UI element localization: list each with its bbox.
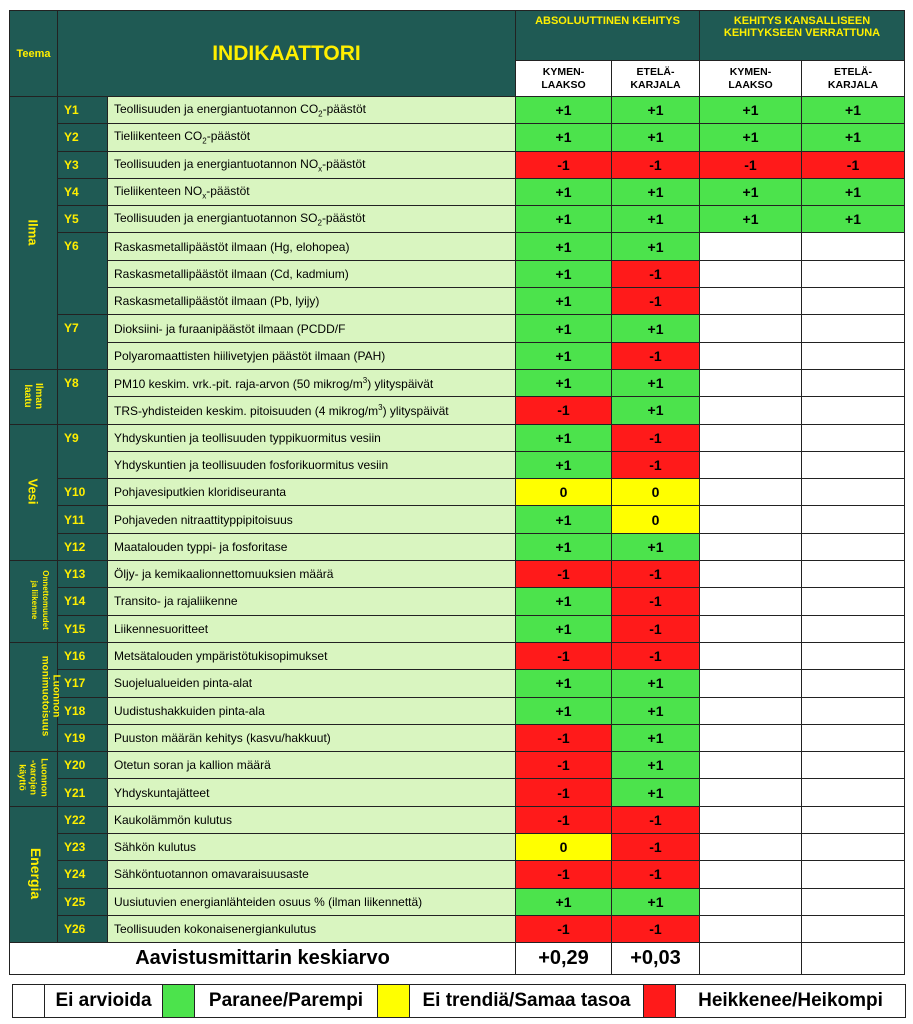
table-row <box>10 506 905 533</box>
table-row <box>10 206 905 233</box>
value-cell-etela-karjala-absolute: -1 <box>612 342 700 369</box>
theme-label: käyttö <box>17 764 28 792</box>
value-cell-etela-karjala-absolute: +1 <box>612 888 700 915</box>
indicator-description: Puuston määrän kehitys (kasvu/hakkuut) <box>108 724 516 751</box>
value-cell-kymenlaakso-national <box>700 697 802 724</box>
value-cell-etela-karjala-national: +1 <box>802 97 905 124</box>
indicator-code: Y16 <box>58 642 108 669</box>
indicator-description: Raskasmetallipäästöt ilmaan (Pb, lyijy) <box>108 288 516 315</box>
table-row <box>10 97 905 124</box>
value-cell-kymenlaakso-national <box>700 615 802 642</box>
value-cell-etela-karjala-national <box>802 806 905 833</box>
indicator-description: Sähköntuotannon omavaraisuusaste <box>108 861 516 888</box>
column-kymenlaakso-absolute: KYMEN- LAAKSO <box>516 61 612 97</box>
table-row <box>10 260 905 287</box>
indicator-description: PM10 keskim. vrk.-pit. raja-arvon (50 mikrog/$m^3$) ylityspäivät <box>108 369 516 396</box>
theme-label: laatu <box>22 384 34 408</box>
value-cell-kymenlaakso-absolute: +1 <box>516 315 612 342</box>
legend-swatch-white <box>13 985 45 1018</box>
value-cell-etela-karjala-absolute: +1 <box>612 752 700 779</box>
value-cell-kymenlaakso-absolute: +1 <box>516 288 612 315</box>
column-etela-karjala-national: ETELÄ- KARJALA <box>802 61 905 97</box>
indicator-code: Y13 <box>58 561 108 588</box>
value-cell-kymenlaakso-national <box>700 424 802 451</box>
value-cell-etela-karjala-national <box>802 315 905 342</box>
average-empty-cell <box>802 943 905 975</box>
indicator-code: Y24 <box>58 861 108 888</box>
table-row <box>10 861 905 888</box>
table-row <box>10 915 905 942</box>
value-cell-kymenlaakso-national <box>700 397 802 424</box>
indicator-code: Y18 <box>58 697 108 724</box>
indicator-description: Teollisuuden ja energiantuotannon $CO_2$-päästöt <box>108 97 516 124</box>
indicator-code: Y5 <box>58 206 108 233</box>
indicator-code: Y19 <box>58 724 108 751</box>
value-cell-kymenlaakso-national <box>700 533 802 560</box>
indicator-code: Y7 <box>58 315 108 370</box>
theme-luonnon-monimuotoisuus <box>10 642 62 751</box>
value-cell-etela-karjala-absolute: -1 <box>612 561 700 588</box>
indikaattori-header: INDIKAATTORI <box>58 11 516 97</box>
indicator-code: Y20 <box>58 752 108 779</box>
value-cell-etela-karjala-national <box>802 779 905 806</box>
value-cell-kymenlaakso-absolute: +1 <box>516 506 612 533</box>
indicator-description: Teollisuuden ja energiantuotannon $NO_x$-päästöt <box>108 151 516 178</box>
value-cell-etela-karjala-absolute: -1 <box>612 615 700 642</box>
value-cell-kymenlaakso-national <box>700 670 802 697</box>
indicator-description: Raskasmetallipäästöt ilmaan (Hg, elohopea) <box>108 233 516 260</box>
value-cell-kymenlaakso-national <box>700 888 802 915</box>
indicator-description: Maatalouden typpi- ja fosforitase <box>108 533 516 560</box>
value-cell-kymenlaakso-national <box>700 506 802 533</box>
value-cell-kymenlaakso-national <box>700 861 802 888</box>
table-row <box>10 834 905 861</box>
indicator-code: Y6 <box>58 233 108 315</box>
value-cell-kymenlaakso-national <box>700 315 802 342</box>
value-cell-etela-karjala-national <box>802 642 905 669</box>
table-row <box>10 670 905 697</box>
indicator-description: Teollisuuden ja energiantuotannon $SO_2$-päästöt <box>108 206 516 233</box>
indicator-description: Teollisuuden kokonaisenergiankulutus <box>108 915 516 942</box>
indicator-description: Öljy- ja kemikaalionnettomuuksien määrä <box>108 561 516 588</box>
value-cell-kymenlaakso-national <box>700 451 802 478</box>
theme-ilman-laatu <box>10 369 58 424</box>
value-cell-etela-karjala-national <box>802 479 905 506</box>
value-cell-etela-karjala-absolute: +1 <box>612 724 700 751</box>
column-kymenlaakso-national: KYMEN- LAAKSO <box>700 61 802 97</box>
indicator-description: Tieliikenteen $NO_x$-päästöt <box>108 178 516 205</box>
value-cell-etela-karjala-national <box>802 342 905 369</box>
value-cell-etela-karjala-absolute: +1 <box>612 533 700 560</box>
value-cell-kymenlaakso-national <box>700 724 802 751</box>
value-cell-kymenlaakso-absolute: -1 <box>516 724 612 751</box>
value-cell-kymenlaakso-absolute: -1 <box>516 752 612 779</box>
value-cell-kymenlaakso-absolute: -1 <box>516 151 612 178</box>
value-cell-etela-karjala-national <box>802 915 905 942</box>
indicator-table-container <box>9 10 904 975</box>
indicator-description: Uudistushakkuiden pinta-ala <box>108 697 516 724</box>
average-etela-karjala: +0,03 <box>612 943 700 975</box>
indicator-table <box>9 10 905 975</box>
value-cell-kymenlaakso-absolute: +1 <box>516 533 612 560</box>
indicator-code: Y14 <box>58 588 108 615</box>
indicator-description: Yhdyskuntajätteet <box>108 779 516 806</box>
indicator-description: Pohjaveden nitraattityppipitoisuus <box>108 506 516 533</box>
indicator-code: Y2 <box>58 124 108 151</box>
table-row <box>10 888 905 915</box>
table-row <box>10 233 905 260</box>
value-cell-kymenlaakso-absolute: +1 <box>516 588 612 615</box>
indicator-description: Pohjavesiputkien kloridiseuranta <box>108 479 516 506</box>
value-cell-kymenlaakso-national <box>700 479 802 506</box>
value-cell-kymenlaakso-national <box>700 806 802 833</box>
value-cell-etela-karjala-absolute: -1 <box>612 642 700 669</box>
value-cell-etela-karjala-national <box>802 670 905 697</box>
value-cell-etela-karjala-absolute: +1 <box>612 397 700 424</box>
indicator-code: Y17 <box>58 670 108 697</box>
value-cell-kymenlaakso-national <box>700 288 802 315</box>
theme-onnettomuudet <box>10 561 58 643</box>
value-cell-etela-karjala-absolute: +1 <box>612 206 700 233</box>
value-cell-kymenlaakso-absolute: +1 <box>516 670 612 697</box>
value-cell-kymenlaakso-absolute: 0 <box>516 834 612 861</box>
value-cell-etela-karjala-national: +1 <box>802 124 905 151</box>
value-cell-kymenlaakso-absolute: +1 <box>516 697 612 724</box>
legend-swatch-yellow <box>378 985 410 1018</box>
value-cell-etela-karjala-national: +1 <box>802 178 905 205</box>
theme-label: Vesi <box>26 478 41 505</box>
indicator-code: Y12 <box>58 533 108 560</box>
value-cell-kymenlaakso-absolute: +1 <box>516 615 612 642</box>
value-cell-kymenlaakso-absolute: +1 <box>516 97 612 124</box>
table-row <box>10 642 905 669</box>
indicator-description: Polyaromaattisten hiilivetyjen päästöt ilmaan (PAH) <box>108 342 516 369</box>
value-cell-kymenlaakso-absolute: -1 <box>516 861 612 888</box>
indicator-code: Y10 <box>58 479 108 506</box>
average-label: Aavistusmittarin keskiarvo <box>10 943 516 975</box>
average-empty-cell <box>700 943 802 975</box>
table-row <box>10 779 905 806</box>
value-cell-kymenlaakso-absolute: +1 <box>516 260 612 287</box>
theme-energia <box>10 806 58 942</box>
value-cell-etela-karjala-absolute: -1 <box>612 588 700 615</box>
table-row <box>10 561 905 588</box>
table-row <box>10 342 905 369</box>
legend-swatch-red <box>644 985 676 1018</box>
value-cell-etela-karjala-national <box>802 288 905 315</box>
legend-improving: Paranee/Parempi <box>195 985 378 1018</box>
legend <box>12 984 906 1018</box>
value-cell-kymenlaakso-national: +1 <box>700 178 802 205</box>
national-comparison-header: KEHITYS KANSALLISEEN KEHITYKSEEN VERRATTUNA <box>700 11 905 61</box>
value-cell-etela-karjala-absolute: +1 <box>612 779 700 806</box>
value-cell-etela-karjala-absolute: +1 <box>612 697 700 724</box>
value-cell-etela-karjala-absolute: -1 <box>612 861 700 888</box>
value-cell-kymenlaakso-national <box>700 642 802 669</box>
table-row <box>10 124 905 151</box>
value-cell-kymenlaakso-national <box>700 233 802 260</box>
theme-label: Luonnon <box>39 758 50 798</box>
theme-label: Ilman <box>33 382 45 409</box>
theme-label: Energia <box>28 848 45 900</box>
column-etela-karjala-absolute: ETELÄ- KARJALA <box>612 61 700 97</box>
value-cell-etela-karjala-absolute: -1 <box>612 451 700 478</box>
value-cell-kymenlaakso-national <box>700 779 802 806</box>
indicator-description: Kaukolämmön kulutus <box>108 806 516 833</box>
value-cell-etela-karjala-national <box>802 506 905 533</box>
value-cell-etela-karjala-national <box>802 260 905 287</box>
value-cell-kymenlaakso-absolute: +1 <box>516 424 612 451</box>
indicator-code: Y21 <box>58 779 108 806</box>
value-cell-kymenlaakso-absolute: -1 <box>516 915 612 942</box>
indicator-description: Suojelualueiden pinta-alat <box>108 670 516 697</box>
indicator-description: Raskasmetallipäästöt ilmaan (Cd, kadmium) <box>108 260 516 287</box>
value-cell-etela-karjala-national <box>802 533 905 560</box>
theme-label: monimuotoisuus <box>39 655 51 737</box>
value-cell-etela-karjala-absolute: 0 <box>612 506 700 533</box>
value-cell-etela-karjala-national <box>802 724 905 751</box>
indicator-description: Transito- ja rajaliikenne <box>108 588 516 615</box>
value-cell-etela-karjala-absolute: -1 <box>612 806 700 833</box>
table-row <box>10 315 905 342</box>
indicator-description: Yhdyskuntien ja teollisuuden fosforikuormitus vesiin <box>108 451 516 478</box>
value-cell-kymenlaakso-absolute: -1 <box>516 642 612 669</box>
value-cell-kymenlaakso-national <box>700 260 802 287</box>
table-row <box>10 615 905 642</box>
indicator-description: Metsätalouden ympäristötukisopimukset <box>108 642 516 669</box>
value-cell-kymenlaakso-national: +1 <box>700 97 802 124</box>
value-cell-etela-karjala-absolute: -1 <box>612 915 700 942</box>
value-cell-kymenlaakso-absolute: +1 <box>516 342 612 369</box>
value-cell-kymenlaakso-national: +1 <box>700 124 802 151</box>
value-cell-etela-karjala-national <box>802 397 905 424</box>
value-cell-kymenlaakso-absolute: +1 <box>516 206 612 233</box>
table-row <box>10 178 905 205</box>
value-cell-kymenlaakso-national <box>700 752 802 779</box>
value-cell-etela-karjala-absolute: -1 <box>612 424 700 451</box>
value-cell-etela-karjala-national <box>802 888 905 915</box>
value-cell-kymenlaakso-absolute: -1 <box>516 806 612 833</box>
value-cell-etela-karjala-national: +1 <box>802 206 905 233</box>
indicator-description: Otetun soran ja kallion määrä <box>108 752 516 779</box>
value-cell-etela-karjala-national <box>802 561 905 588</box>
value-cell-kymenlaakso-national <box>700 834 802 861</box>
value-cell-etela-karjala-national <box>802 424 905 451</box>
value-cell-kymenlaakso-national <box>700 369 802 396</box>
value-cell-kymenlaakso-absolute: -1 <box>516 561 612 588</box>
theme-label: Onnettomuudet <box>40 570 50 631</box>
legend-not-evaluated: Ei arvioida <box>45 985 163 1018</box>
teema-header: Teema <box>10 11 58 97</box>
theme-label: -varojen <box>28 760 39 796</box>
value-cell-etela-karjala-absolute: +1 <box>612 369 700 396</box>
value-cell-etela-karjala-absolute: +1 <box>612 97 700 124</box>
value-cell-etela-karjala-national <box>802 588 905 615</box>
legend-worsening: Heikkenee/Heikompi <box>676 985 906 1018</box>
value-cell-etela-karjala-absolute: -1 <box>612 834 700 861</box>
value-cell-etela-karjala-absolute: +1 <box>612 124 700 151</box>
indicator-description: Liikennesuoritteet <box>108 615 516 642</box>
table-row <box>10 451 905 478</box>
theme-ilma <box>10 97 58 370</box>
value-cell-etela-karjala-national <box>802 752 905 779</box>
table-row <box>10 288 905 315</box>
table-row <box>10 479 905 506</box>
theme-label: Luonnon <box>50 674 62 718</box>
table-row <box>10 806 905 833</box>
value-cell-etela-karjala-national <box>802 615 905 642</box>
indicator-code: Y22 <box>58 806 108 833</box>
value-cell-kymenlaakso-absolute: -1 <box>516 397 612 424</box>
indicator-description: Tieliikenteen $CO_2$-päästöt <box>108 124 516 151</box>
indicator-code: Y15 <box>58 615 108 642</box>
value-cell-kymenlaakso-national <box>700 588 802 615</box>
value-cell-etela-karjala-absolute: +1 <box>612 670 700 697</box>
table-row <box>10 424 905 451</box>
table-row <box>10 533 905 560</box>
value-cell-etela-karjala-absolute: 0 <box>612 479 700 506</box>
average-kymenlaakso: +0,29 <box>516 943 612 975</box>
value-cell-kymenlaakso-absolute: -1 <box>516 779 612 806</box>
indicator-code: Y8 <box>58 369 108 424</box>
value-cell-etela-karjala-national <box>802 861 905 888</box>
value-cell-kymenlaakso-absolute: 0 <box>516 479 612 506</box>
table-row <box>10 397 905 424</box>
absolute-development-header: ABSOLUUTTINEN KEHITYS <box>516 11 700 61</box>
value-cell-kymenlaakso-absolute: +1 <box>516 451 612 478</box>
table-row <box>10 369 905 396</box>
table-row <box>10 151 905 178</box>
indicator-description: Yhdyskuntien ja teollisuuden typpikuormitus vesiin <box>108 424 516 451</box>
legend-no-trend: Ei trendiä/Samaa tasoa <box>410 985 644 1018</box>
value-cell-kymenlaakso-national <box>700 915 802 942</box>
table-row <box>10 752 905 779</box>
indicator-code: Y11 <box>58 506 108 533</box>
value-cell-kymenlaakso-absolute: +1 <box>516 178 612 205</box>
value-cell-kymenlaakso-absolute: +1 <box>516 124 612 151</box>
indicator-code: Y23 <box>58 834 108 861</box>
value-cell-etela-karjala-national <box>802 697 905 724</box>
indicator-code: Y26 <box>58 915 108 942</box>
legend-swatch-green <box>163 985 195 1018</box>
value-cell-kymenlaakso-absolute: +1 <box>516 888 612 915</box>
value-cell-kymenlaakso-national <box>700 561 802 588</box>
indicator-code: Y1 <box>58 97 108 124</box>
indicator-code: Y4 <box>58 178 108 205</box>
indicator-description: TRS-yhdisteiden keskim. pitoisuuden (4 mikrog/$m^3$) ylityspäivät <box>108 397 516 424</box>
value-cell-etela-karjala-national <box>802 451 905 478</box>
value-cell-kymenlaakso-national: -1 <box>700 151 802 178</box>
table-row <box>10 588 905 615</box>
value-cell-kymenlaakso-national <box>700 342 802 369</box>
indicator-code: Y25 <box>58 888 108 915</box>
indicator-description: Dioksiini- ja furaanipäästöt ilmaan (PCDD/F <box>108 315 516 342</box>
value-cell-kymenlaakso-absolute: +1 <box>516 233 612 260</box>
value-cell-etela-karjala-absolute: -1 <box>612 260 700 287</box>
value-cell-etela-karjala-national: -1 <box>802 151 905 178</box>
value-cell-kymenlaakso-absolute: +1 <box>516 369 612 396</box>
value-cell-etela-karjala-absolute: -1 <box>612 288 700 315</box>
value-cell-etela-karjala-absolute: +1 <box>612 233 700 260</box>
value-cell-etela-karjala-national <box>802 233 905 260</box>
value-cell-etela-karjala-national <box>802 369 905 396</box>
table-row <box>10 697 905 724</box>
theme-label: Ilma <box>25 219 41 246</box>
indicator-code: Y9 <box>58 424 108 479</box>
value-cell-etela-karjala-absolute: +1 <box>612 315 700 342</box>
value-cell-etela-karjala-national <box>802 834 905 861</box>
theme-vesi <box>10 424 58 560</box>
value-cell-etela-karjala-absolute: +1 <box>612 178 700 205</box>
value-cell-etela-karjala-absolute: -1 <box>612 151 700 178</box>
indicator-description: Uusiutuvien energianlähteiden osuus % (ilman liikennettä) <box>108 888 516 915</box>
indicator-description: Sähkön kulutus <box>108 834 516 861</box>
value-cell-kymenlaakso-national: +1 <box>700 206 802 233</box>
indicator-code: Y3 <box>58 151 108 178</box>
theme-luonnonvarat <box>10 752 58 807</box>
theme-label: ja liikenne <box>29 581 39 620</box>
table-row <box>10 724 905 751</box>
